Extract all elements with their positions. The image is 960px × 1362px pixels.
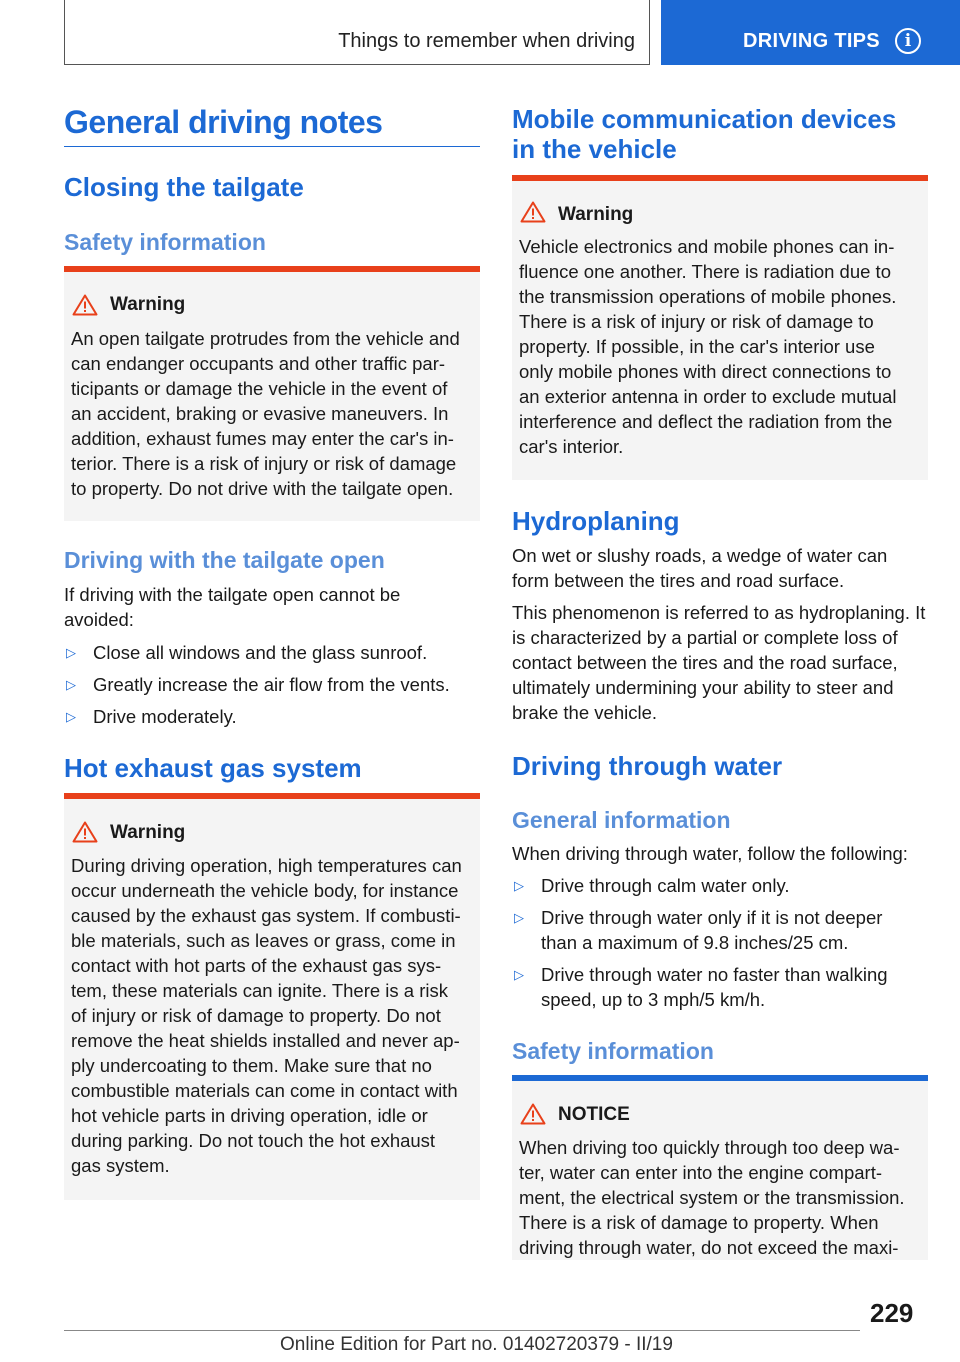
warning-line: caused by the exhaust gas system. If combusti- [71, 905, 461, 926]
general-info-intro: When driving through water, follow the following: [512, 843, 908, 864]
list-item [512, 962, 928, 1012]
tailgate-heading: Closing the tailgate [64, 172, 304, 202]
warning-label: Warning [110, 822, 186, 843]
warning-box-exhaust [64, 793, 480, 1200]
warning-line: During driving operation, high temperatures can [71, 855, 462, 876]
warning-line: property. If possible, in the car's interior use [519, 336, 875, 357]
warning-line: fluence one another. There is radiation due to [519, 261, 891, 282]
bullet-triangle-icon: ▷ [514, 910, 524, 925]
warning-line: combustible materials can come in contact with [71, 1080, 458, 1101]
notice-line: There is a risk of damage to property. When [519, 1212, 879, 1233]
warning-line: only mobile phones with direct connections to [519, 361, 892, 382]
warning-triangle-icon [72, 294, 98, 316]
warning-label: Warning [110, 294, 186, 315]
warning-box-tailgate [64, 266, 480, 521]
mobile-heading-line: Mobile communication devices [512, 104, 897, 134]
warning-line: an accident, braking or evasive maneuvers. In [71, 403, 449, 424]
list-item-text: Drive through calm water only. [541, 875, 790, 896]
warning-line: terior. There is a risk of injury or risk of damage [71, 453, 457, 474]
mobile-heading [512, 104, 928, 164]
water-heading: Driving through water [512, 751, 783, 781]
warning-line: There is a risk of injury or risk of damage to [519, 311, 874, 332]
warning-line: can endanger occupants and other traffic par- [71, 353, 446, 374]
warning-bar [64, 266, 480, 272]
warning-line: an exterior antenna in order to exclude mutual [519, 386, 897, 407]
warning-bar [512, 175, 928, 181]
warning-line: ble materials, such as leaves or grass, come in [71, 930, 456, 951]
notice-line: ment, the electrical system or the transmission. [519, 1187, 905, 1208]
notice-line: driving through water, do not exceed the maxi- [519, 1237, 899, 1258]
warning-triangle-icon [520, 1103, 546, 1125]
list-item-text: Drive through water no faster than walking speed, up to 3 mph/5 km/h. [541, 964, 888, 1010]
warning-line: An open tailgate protrudes from the vehicle and [71, 328, 460, 349]
bullet-triangle-icon: ▷ [514, 878, 524, 893]
list-item-text: Drive through water only if it is not deeper than a maximum of 9.8 inches/25 cm. [541, 907, 883, 953]
bullet-triangle-icon: ▷ [66, 677, 76, 692]
safety-info-heading: Safety information [64, 229, 266, 255]
warning-triangle-icon [72, 821, 98, 843]
notice-line: When driving too quickly through too deep wa- [519, 1137, 900, 1158]
warning-text [71, 326, 476, 501]
warning-line: the transmission operations of mobile phones. [519, 286, 897, 307]
notice-line: ter, water can enter into the engine compart- [519, 1162, 883, 1183]
list-item [64, 704, 480, 729]
warning-line: hot vehicle parts in driving operation, idle or [71, 1105, 428, 1126]
list-item-text: Close all windows and the glass sunroof. [93, 642, 428, 663]
header-section-tab [64, 0, 650, 65]
list-item [512, 873, 928, 898]
footer-divider [64, 1330, 860, 1331]
hydroplaning-paragraph-1: On wet or slushy roads, a wedge of water can form between the tires and road surface. [512, 545, 888, 591]
warning-line: car's interior. [519, 436, 624, 457]
warning-line: contact with hot parts of the exhaust gas sys- [71, 955, 442, 976]
notice-box-water [512, 1075, 928, 1260]
safety-info-heading-2: Safety information [512, 1038, 714, 1064]
warning-bar [64, 793, 480, 799]
mobile-heading-line: in the vehicle [512, 134, 677, 164]
info-icon: i [895, 28, 921, 54]
warning-line: addition, exhaust fumes may enter the car's in- [71, 428, 454, 449]
tailgate-open-heading: Driving with the tailgate open [64, 547, 385, 573]
list-item-text: Greatly increase the air flow from the vents. [93, 674, 450, 695]
warning-line: ticipants or damage the vehicle in the event of [71, 378, 448, 399]
tailgate-open-list [64, 640, 480, 736]
warning-line: to property. Do not drive with the tailgate open. [71, 478, 454, 499]
warning-label: Warning [558, 204, 634, 225]
bullet-triangle-icon: ▷ [66, 709, 76, 724]
warning-triangle-icon [520, 201, 546, 223]
page-title: General driving notes [64, 104, 383, 140]
warning-line: Vehicle electronics and mobile phones can in- [519, 236, 895, 257]
exhaust-heading: Hot exhaust gas system [64, 753, 362, 783]
notice-text [519, 1135, 924, 1260]
warning-line: remove the heat shields installed and never ap- [71, 1030, 460, 1051]
warning-line: tem, these materials can ignite. There is a risk [71, 980, 449, 1001]
notice-bar [512, 1075, 928, 1081]
warning-text [71, 853, 476, 1178]
bullet-triangle-icon: ▷ [514, 967, 524, 982]
warning-text [519, 234, 924, 459]
list-item [512, 905, 928, 955]
warning-line: during parking. Do not touch the hot exhaust [71, 1130, 436, 1151]
tailgate-open-intro: If driving with the tailgate open cannot be avoided: [64, 584, 401, 630]
header-chapter-title: DRIVING TIPS [743, 30, 880, 52]
general-info-heading: General information [512, 807, 731, 833]
hydroplaning-paragraph-2: This phenomenon is referred to as hydroplaning. It is characterized by a partial or complete loss of contact between the tires and the road surface, ultimately undermining your ability to steer and brake the vehicle. [512, 602, 926, 723]
warning-line: gas system. [71, 1155, 170, 1176]
header-section-title: Things to remember when driving [338, 30, 635, 52]
footer-edition: Online Edition for Part no. 01402720379 - II/19 [280, 1334, 673, 1355]
list-item [64, 640, 480, 665]
title-divider [64, 146, 480, 147]
hydroplaning-heading: Hydroplaning [512, 506, 680, 536]
warning-line: interference and deflect the radiation from the [519, 411, 893, 432]
bullet-triangle-icon: ▷ [66, 645, 76, 660]
page-number: 229 [870, 1298, 914, 1328]
list-item [64, 672, 480, 697]
notice-label: NOTICE [558, 1104, 630, 1125]
warning-line: ply undercoating to them. Make sure that no [71, 1055, 432, 1076]
warning-line: occur underneath the vehicle body, for instance [71, 880, 459, 901]
list-item-text: Drive moderately. [93, 706, 237, 727]
header-chapter-tab[interactable] [661, 0, 960, 65]
warning-box-mobile [512, 175, 928, 480]
warning-line: of injury or risk of damage to property. Do not [71, 1005, 441, 1026]
water-list [512, 873, 928, 1019]
